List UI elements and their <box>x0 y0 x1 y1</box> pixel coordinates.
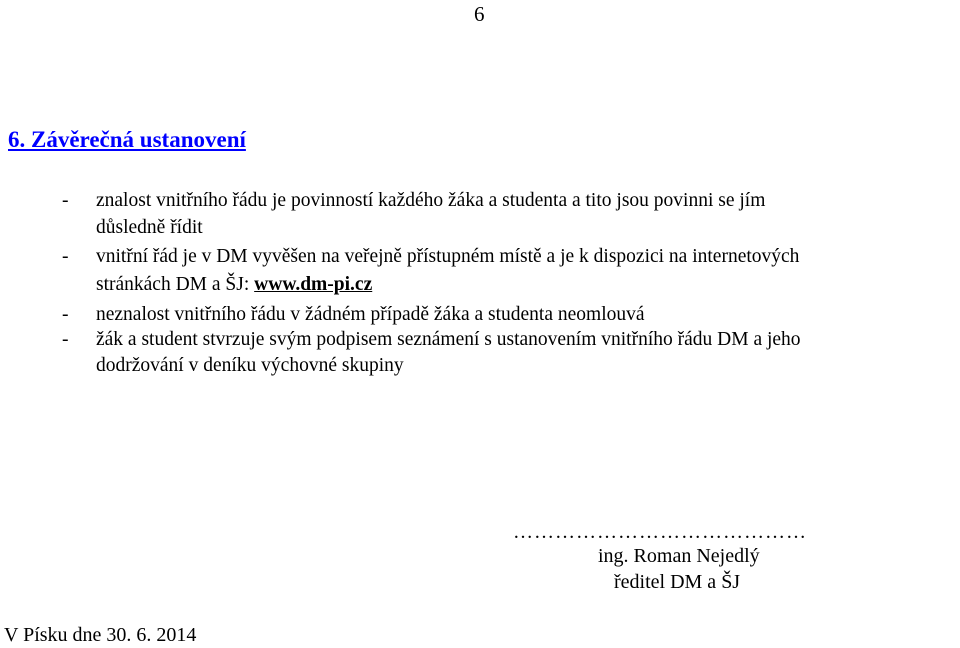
signature-line: …………………………………… <box>513 521 807 543</box>
list-item-text <box>96 270 372 299</box>
list-dash: - <box>62 190 69 211</box>
list-item-text: znalost vnitřního řádu je povinností každého žáka a studenta a tito jsou povinni se jím <box>96 190 766 211</box>
signatory-name: ing. Roman Nejedlý <box>598 545 760 567</box>
list-item-text: dodržování v deníku výchovné skupiny <box>96 355 404 376</box>
list-item-text-prefix: stránkách DM a ŠJ: <box>96 274 255 295</box>
list-item-text: vnitřní řád je v DM vyvěšen na veřejně přístupném místě a je k dispozici na internetových <box>96 246 800 267</box>
list-dash: - <box>62 304 69 325</box>
list-item-text: důsledně řídit <box>96 217 203 238</box>
page-number: 6 <box>474 2 485 26</box>
place-and-date: V Písku dne 30. 6. 2014 <box>4 624 197 646</box>
list-item-text: žák a student stvrzuje svým podpisem seznámení s ustanovením vnitřního řádu DM a jeho <box>96 329 801 350</box>
list-dash: - <box>62 329 69 350</box>
website-link[interactable]: www.dm-pi.cz <box>254 274 373 295</box>
list-dash: - <box>62 246 69 267</box>
signatory-title: ředitel DM a ŠJ <box>614 571 741 593</box>
list-item-text: neznalost vnitřního řádu v žádném případě žáka a studenta neomlouvá <box>96 304 645 325</box>
section-heading: 6. Závěrečná ustanovení <box>8 127 246 152</box>
